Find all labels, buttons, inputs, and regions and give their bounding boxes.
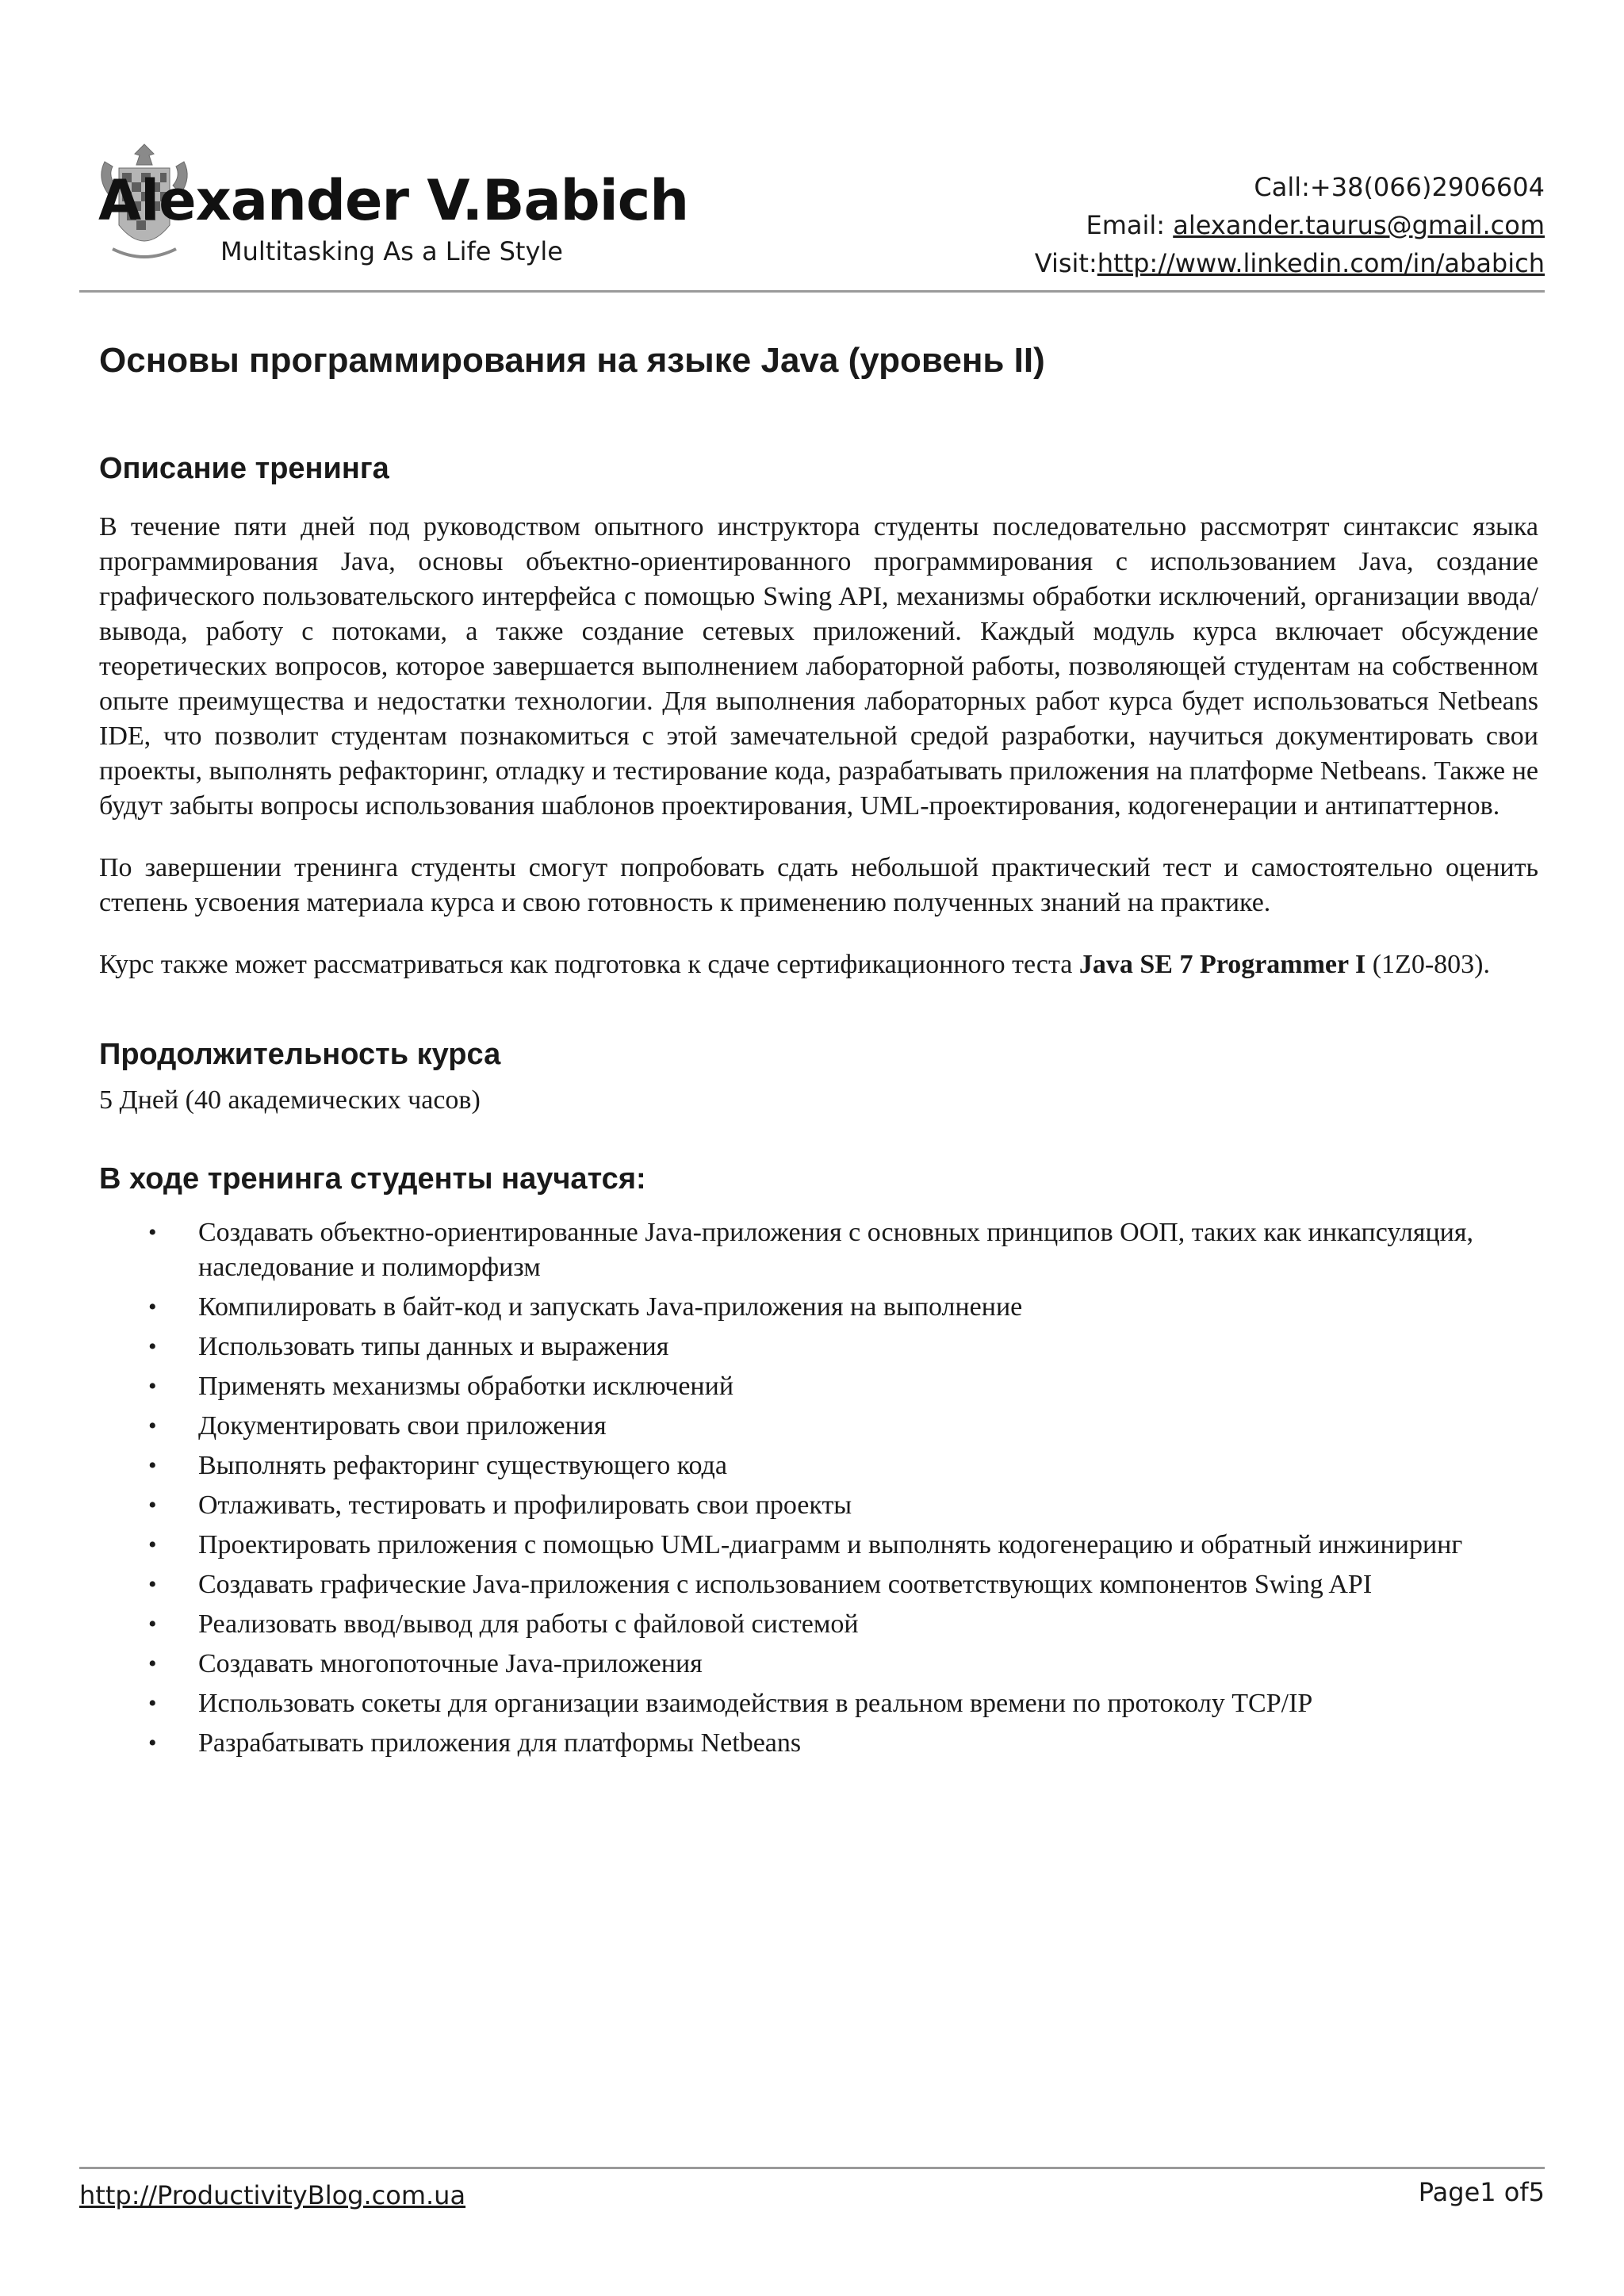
description-paragraph-2: По завершении тренинга студенты смогут попробовать сдать небольшой практический тест и самостоятельно оценить степень усвоения материала курса и свою готовность к применению полученных знаний на практике. [99,853,1538,917]
email-label: Email: [1086,210,1174,240]
outcome-item [99,1488,1538,1523]
cert-exam-code: (1Z0-803). [1365,950,1490,979]
phone-value: +38(066)2906604 [1309,172,1545,202]
page-number: Page1 of5 [1418,2177,1545,2207]
bullet-icon: • [148,1373,157,1399]
cert-exam-name: Java SE 7 Programmer I [1078,950,1366,979]
outcome-text: Документировать свои приложения [198,1411,607,1441]
header-divider [79,290,1545,293]
bullet-icon: • [148,1690,157,1716]
bullet-icon: • [148,1334,157,1360]
outcomes-heading: В ходе тренинга студенты научатся: [99,1162,646,1196]
duration-value: 5 Дней (40 академических часов) [99,1085,481,1115]
contact-block [1035,168,1545,282]
outcome-text: Компилировать в байт-код и запускать Java-приложения на выполнение [198,1292,1023,1322]
email-link[interactable]: alexander.taurus@gmail.com [1173,210,1545,240]
outcome-item [99,1528,1538,1563]
cert-intro-text: Курс также может рассматриваться как подготовка к сдаче сертификационного теста [99,950,1079,979]
description-paragraph-3 [99,947,1538,982]
bullet-icon: • [148,1294,157,1320]
outcome-text: Использовать типы данных и выражения [198,1332,669,1361]
outcome-item [99,1409,1538,1444]
outcome-text: Разрабатывать приложения для платформы Netbeans [198,1728,802,1758]
author-name: Alexander V.Babich [98,168,689,233]
bullet-icon: • [148,1219,157,1246]
author-tagline: Multitasking As a Life Style [220,236,563,266]
contact-email [1035,206,1545,244]
outcome-text: Применять механизмы обработки исключений [198,1372,734,1401]
outcome-item [99,1567,1538,1602]
outcome-item [99,1290,1538,1325]
outcome-text: Отлаживать, тестировать и профилировать свои проекты [198,1490,852,1520]
section-spacer [99,1118,1538,1162]
bullet-icon: • [148,1452,157,1479]
contact-linkedin [1035,244,1545,282]
section-spacer [99,982,1538,1038]
outcome-item [99,1726,1538,1761]
outcome-text: Создавать многопоточные Java-приложения [198,1649,703,1678]
outcome-item [99,1448,1538,1483]
duration-heading: Продолжительность курса [99,1038,501,1071]
phone-label: Call: [1254,172,1310,202]
outcome-text: Использовать сокеты для организации взаимодействия в реальном времени по протоколу TCP/IP [198,1689,1313,1718]
bullet-icon: • [148,1492,157,1518]
outcome-item [99,1647,1538,1682]
outcome-text: Проектировать приложения с помощью UML-диаграмм и выполнять кодогенерацию и обратный инжиниринг [198,1530,1463,1559]
description-heading: Описание тренинга [99,452,389,485]
bullet-icon: • [148,1413,157,1439]
outcome-text: Реализовать ввод/вывод для работы с файловой системой [198,1609,859,1639]
letterhead [79,135,1545,293]
blog-link[interactable]: http://ProductivityBlog.com.ua [79,2180,466,2210]
document-body [99,341,1538,1766]
bullet-icon: • [148,1651,157,1677]
bullet-icon: • [148,1730,157,1756]
linkedin-link[interactable]: http://www.linkedin.com/in/ababich [1097,248,1545,278]
description-paragraph-1: В течение пяти дней под руководством опытного инструктора студенты последовательно рассмотрят синтаксис языка программирования Java, основы объектно-ориентированного программирования с использованием Java, создание графического пользовательского интерфейса с помощью Swing API, механизмы обработки исключений, организации ввода/вывода, работу с потоками, а также создание сетевых приложений. Каждый модуль курса включает обсуждение теоретических вопросов, которое завершается выполнением лабораторной работы, позволяющей студентам на собственном опыте преимущества и недостатки технологии. Для выполнения лабораторных работ курса будет использоваться Netbeans IDE, что позволит студентам познакомиться с этой замечательной средой разработки, научиться документировать свои проекты, выполнять рефакторинг, отладку и тестирование кода, разрабатывать приложения на платформе Netbeans. Также не будут забыты вопросы использования шаблонов проектирования, UML-проектирования, кодогенерации и антипаттернов. [99,512,1538,821]
outcome-item [99,1607,1538,1642]
document-title: Основы программирования на языке Java (уровень II) [99,341,1045,380]
outcome-text: Создавать объектно-ориентированные Java-приложения с основных принципов ООП, таких как инкапсуляция, наследование и полиморфизм [198,1218,1474,1282]
outcomes-list [99,1215,1538,1761]
bullet-icon: • [148,1571,157,1598]
bullet-icon: • [148,1611,157,1637]
outcome-item [99,1215,1538,1285]
contact-phone [1035,168,1545,206]
outcome-item [99,1686,1538,1721]
footer-divider [79,2167,1545,2169]
outcome-text: Создавать графические Java-приложения с использованием соответствующих компонентов Swing API [198,1570,1373,1599]
outcome-item [99,1330,1538,1364]
outcome-item [99,1369,1538,1404]
outcome-text: Выполнять рефакторинг существующего кода [198,1451,727,1480]
visit-label: Visit: [1034,248,1097,278]
bullet-icon: • [148,1532,157,1558]
